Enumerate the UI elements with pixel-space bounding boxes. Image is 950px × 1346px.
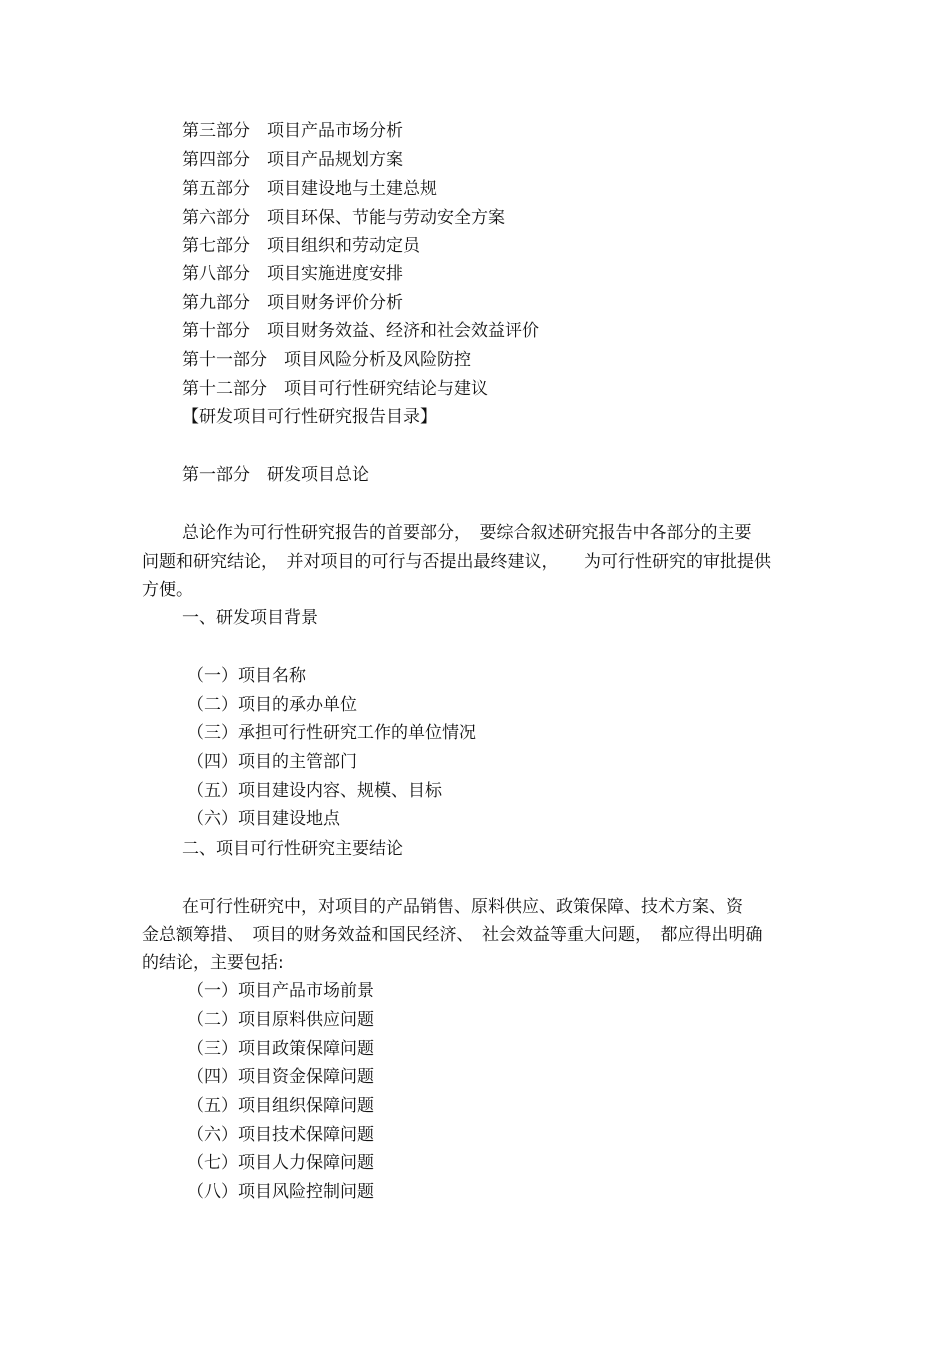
list-item: （二）项目的承办单位 xyxy=(187,695,357,715)
paragraph-line: 总论作为可行性研究报告的首要部分， 要综合叙述研究报告中各部分的主要 xyxy=(182,523,752,543)
list-item: （三）项目政策保障问题 xyxy=(187,1039,374,1059)
paragraph-line: 问题和研究结论， 并对项目的可行与否提出最终建议， 为可行性研究的审批提供 xyxy=(142,552,771,572)
section-heading: 二、项目可行性研究主要结论 xyxy=(182,839,403,859)
toc-item: 第六部分 项目环保、节能与劳动安全方案 xyxy=(182,208,505,228)
toc-item: 第八部分 项目实施进度安排 xyxy=(182,264,403,284)
toc-item: 第九部分 项目财务评价分析 xyxy=(182,293,403,313)
list-item: （六）项目技术保障问题 xyxy=(187,1125,374,1145)
list-item: （四）项目资金保障问题 xyxy=(187,1067,374,1087)
toc-item: 第十一部分 项目风险分析及风险防控 xyxy=(182,350,471,370)
list-item: （一）项目产品市场前景 xyxy=(187,981,374,1001)
list-item: （五）项目建设内容、规模、目标 xyxy=(187,781,442,801)
part-heading: 第一部分 研发项目总论 xyxy=(182,465,369,485)
paragraph-line: 金总额筹措、 项目的财务效益和国民经济、 社会效益等重大问题， 都应得出明确 xyxy=(142,925,763,945)
list-item: （七）项目人力保障问题 xyxy=(187,1153,374,1173)
toc-title: 【研发项目可行性研究报告目录】 xyxy=(182,407,437,427)
toc-item: 第七部分 项目组织和劳动定员 xyxy=(182,236,420,256)
list-item: （三）承担可行性研究工作的单位情况 xyxy=(187,723,476,743)
section-heading: 一、研发项目背景 xyxy=(182,608,318,628)
list-item: （五）项目组织保障问题 xyxy=(187,1096,374,1116)
paragraph-line: 的结论，主要包括: xyxy=(142,953,284,973)
toc-item: 第三部分 项目产品市场分析 xyxy=(182,121,403,141)
paragraph-line: 方便。 xyxy=(142,580,193,600)
toc-item: 第十部分 项目财务效益、经济和社会效益评价 xyxy=(182,321,539,341)
toc-item: 第十二部分 项目可行性研究结论与建议 xyxy=(182,379,488,399)
list-item: （二）项目原料供应问题 xyxy=(187,1010,374,1030)
list-item: （六）项目建设地点 xyxy=(187,809,340,829)
toc-item: 第四部分 项目产品规划方案 xyxy=(182,150,403,170)
list-item: （八）项目风险控制问题 xyxy=(187,1182,374,1202)
list-item: （四）项目的主管部门 xyxy=(187,752,357,772)
paragraph-line: 在可行性研究中，对项目的产品销售、原料供应、政策保障、技术方案、资 xyxy=(182,897,743,917)
toc-item: 第五部分 项目建设地与土建总规 xyxy=(182,179,437,199)
list-item: （一）项目名称 xyxy=(187,666,306,686)
